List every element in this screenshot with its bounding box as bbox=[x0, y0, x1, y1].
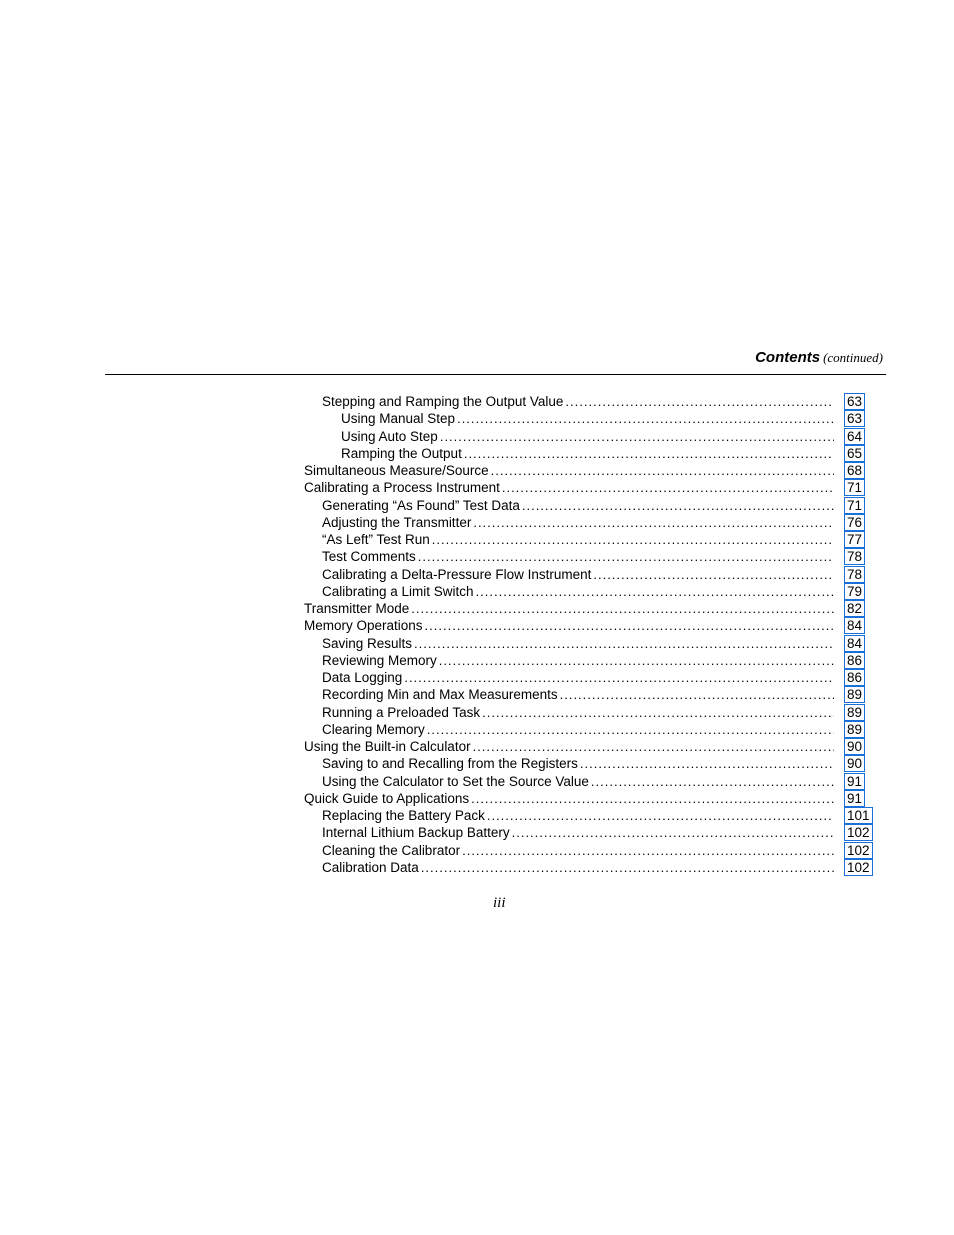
dot-leader bbox=[502, 479, 834, 496]
dot-leader bbox=[491, 462, 834, 479]
toc-entry-label: Calibrating a Delta-Pressure Flow Instrument bbox=[322, 567, 592, 582]
toc-page-link[interactable]: 89 bbox=[844, 704, 865, 721]
dot-leader bbox=[425, 617, 834, 634]
toc-page-link[interactable]: 86 bbox=[844, 669, 865, 686]
toc-page-link[interactable]: 63 bbox=[844, 393, 865, 410]
dot-leader bbox=[462, 842, 834, 859]
toc-entry-label: Transmitter Mode bbox=[304, 601, 410, 616]
toc-entry-label: Running a Preloaded Task bbox=[322, 705, 481, 720]
toc-entry[interactable] bbox=[0, 479, 954, 496]
toc-page-link[interactable]: 102 bbox=[844, 859, 873, 876]
dot-leader bbox=[476, 583, 834, 600]
dot-leader bbox=[439, 652, 834, 669]
toc-entry-label: Replacing the Battery Pack bbox=[322, 808, 485, 823]
page-number: iii bbox=[493, 895, 506, 911]
toc-page-link[interactable]: 77 bbox=[844, 531, 865, 548]
dot-leader bbox=[580, 755, 834, 772]
toc-entry[interactable] bbox=[0, 600, 954, 617]
toc-entry-label: Calibrating a Process Instrument bbox=[304, 480, 500, 495]
toc-entry[interactable] bbox=[0, 617, 954, 634]
dot-leader bbox=[457, 410, 834, 427]
toc-entry-label: “As Left” Test Run bbox=[322, 532, 430, 547]
toc-entry[interactable] bbox=[0, 859, 954, 876]
toc-entry-label: Generating “As Found” Test Data bbox=[322, 498, 520, 513]
toc-page-link[interactable]: 71 bbox=[844, 479, 865, 496]
toc-entry-label: Stepping and Ramping the Output Value bbox=[322, 394, 564, 409]
toc-page-link[interactable]: 91 bbox=[844, 773, 865, 790]
toc-entry-label: Ramping the Output bbox=[341, 446, 462, 461]
toc-page-link[interactable]: 89 bbox=[844, 721, 865, 738]
dot-leader bbox=[565, 393, 834, 410]
dot-leader bbox=[487, 807, 834, 824]
toc-entry-label: Cleaning the Calibrator bbox=[322, 843, 461, 858]
toc-entry-label: Recording Min and Max Measurements bbox=[322, 687, 558, 702]
toc-entry-label: Using the Calculator to Set the Source Value bbox=[322, 774, 589, 789]
toc-page-link[interactable]: 90 bbox=[844, 755, 865, 772]
toc-entry[interactable] bbox=[0, 669, 954, 686]
toc-entry[interactable] bbox=[0, 497, 954, 514]
toc-page-link[interactable]: 84 bbox=[844, 617, 865, 634]
toc-entry[interactable] bbox=[0, 738, 954, 755]
toc-entry[interactable] bbox=[0, 635, 954, 652]
dot-leader bbox=[560, 686, 834, 703]
toc-entry-label: Internal Lithium Backup Battery bbox=[322, 825, 510, 840]
toc-page-link[interactable]: 78 bbox=[844, 548, 865, 565]
toc-page-link[interactable]: 65 bbox=[844, 445, 865, 462]
dot-leader bbox=[473, 738, 834, 755]
toc-page-link[interactable]: 71 bbox=[844, 497, 865, 514]
toc-page-link[interactable]: 101 bbox=[844, 807, 873, 824]
dot-leader bbox=[512, 824, 834, 841]
dot-leader bbox=[464, 445, 834, 462]
dot-leader bbox=[591, 773, 834, 790]
toc-entry[interactable] bbox=[0, 842, 954, 859]
toc-page-link[interactable]: 63 bbox=[844, 410, 865, 427]
toc-entry[interactable] bbox=[0, 531, 954, 548]
toc-page-link[interactable]: 90 bbox=[844, 738, 865, 755]
toc-entry[interactable] bbox=[0, 824, 954, 841]
toc-entry-label: Using Manual Step bbox=[341, 411, 456, 426]
toc-entry[interactable] bbox=[0, 652, 954, 669]
toc-page-link[interactable]: 102 bbox=[844, 842, 873, 859]
toc-page-link[interactable]: 86 bbox=[844, 652, 865, 669]
toc-entry-label: Clearing Memory bbox=[322, 722, 425, 737]
dot-leader bbox=[593, 566, 834, 583]
dot-leader bbox=[471, 790, 834, 807]
toc-entry-label: Simultaneous Measure/Source bbox=[304, 463, 489, 478]
toc-entry[interactable] bbox=[0, 566, 954, 583]
toc-entry-label: Adjusting the Transmitter bbox=[322, 515, 472, 530]
toc-page-link[interactable]: 91 bbox=[844, 790, 865, 807]
toc-entry-label: Reviewing Memory bbox=[322, 653, 437, 668]
toc-entry[interactable] bbox=[0, 721, 954, 738]
toc-entry-label: Saving Results bbox=[322, 636, 413, 651]
toc-entry[interactable] bbox=[0, 704, 954, 721]
header-continued: (continued) bbox=[823, 350, 883, 365]
toc-page-link[interactable]: 64 bbox=[844, 428, 865, 445]
toc-entry-label: Quick Guide to Applications bbox=[304, 791, 470, 806]
toc-entry-label: Calibrating a Limit Switch bbox=[322, 584, 474, 599]
dot-leader bbox=[482, 704, 834, 721]
dot-leader bbox=[418, 548, 834, 565]
toc-entry-label: Using Auto Step bbox=[341, 429, 438, 444]
toc-entry[interactable] bbox=[0, 462, 954, 479]
toc-entry-label: Using the Built-in Calculator bbox=[304, 739, 471, 754]
toc-entry-label: Memory Operations bbox=[304, 618, 423, 633]
dot-leader bbox=[421, 859, 834, 876]
toc-page-link[interactable]: 76 bbox=[844, 514, 865, 531]
dot-leader bbox=[414, 635, 834, 652]
toc-entry[interactable] bbox=[0, 807, 954, 824]
dot-leader bbox=[432, 531, 834, 548]
toc-page-link[interactable]: 68 bbox=[844, 462, 865, 479]
header-rule bbox=[105, 374, 886, 375]
dot-leader bbox=[473, 514, 834, 531]
dot-leader bbox=[427, 721, 834, 738]
header-title: Contents bbox=[755, 349, 821, 366]
toc-entry[interactable] bbox=[0, 755, 954, 772]
toc-entry[interactable] bbox=[0, 445, 954, 462]
running-header bbox=[755, 349, 883, 366]
toc-entry[interactable] bbox=[0, 583, 954, 600]
toc-entry[interactable] bbox=[0, 790, 954, 807]
toc-page-link[interactable]: 78 bbox=[844, 566, 865, 583]
toc-entry[interactable] bbox=[0, 773, 954, 790]
dot-leader bbox=[404, 669, 834, 686]
toc-entry[interactable] bbox=[0, 410, 954, 427]
toc-page-link[interactable]: 84 bbox=[844, 635, 865, 652]
toc-entry-label: Data Logging bbox=[322, 670, 403, 685]
toc-entry-label: Saving to and Recalling from the Registers bbox=[322, 756, 578, 771]
dot-leader bbox=[440, 428, 834, 445]
toc-page-link[interactable]: 102 bbox=[844, 824, 873, 841]
toc-entry[interactable] bbox=[0, 428, 954, 445]
toc-entry[interactable] bbox=[0, 686, 954, 703]
toc-entry[interactable] bbox=[0, 393, 954, 410]
toc-entry[interactable] bbox=[0, 514, 954, 531]
toc-page-link[interactable]: 79 bbox=[844, 583, 865, 600]
dot-leader bbox=[522, 497, 834, 514]
dot-leader bbox=[411, 600, 834, 617]
toc-entry-label: Test Comments bbox=[322, 549, 416, 564]
toc-page-link[interactable]: 89 bbox=[844, 686, 865, 703]
toc-entry[interactable] bbox=[0, 548, 954, 565]
toc-entry-label: Calibration Data bbox=[322, 860, 419, 875]
toc-page-link[interactable]: 82 bbox=[844, 600, 865, 617]
